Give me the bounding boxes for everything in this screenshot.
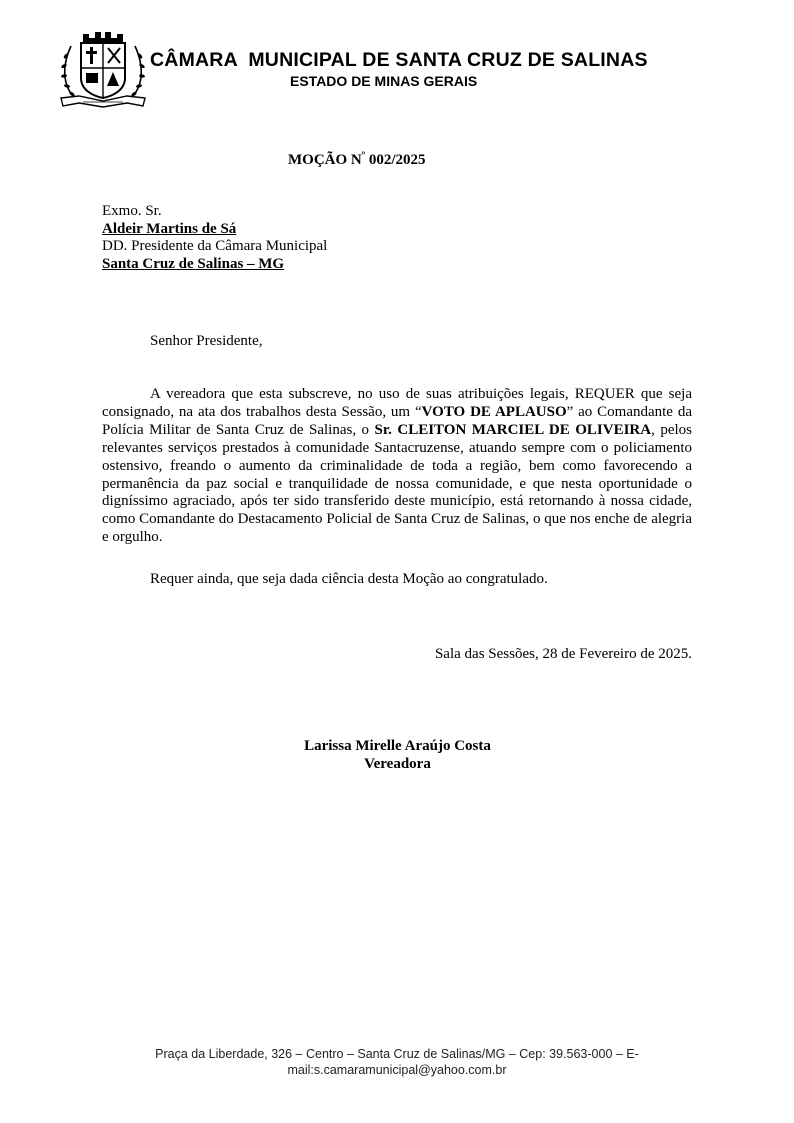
motion-title-prefix: MOÇÃO N <box>288 152 362 168</box>
footer-line-2: mail:s.camaramunicipal@yahoo.com.br <box>287 1063 507 1077</box>
state-subtitle: ESTADO DE MINAS GERAIS <box>290 73 478 89</box>
vote-of-applause: VOTO DE APLAUSO <box>421 403 567 420</box>
motion-body-paragraph <box>102 386 692 547</box>
body-text-1: A vereadora que esta subscreve, no uso de suas atribuições legais, REQUER que seja consignado, na ata dos trabalhos desta Sessão, um “ <box>102 386 692 420</box>
letter-salutation: Senhor Presidente, <box>150 333 263 349</box>
municipal-crest <box>57 30 149 108</box>
chamber-title: CÂMARA MUNICIPAL DE SANTA CRUZ DE SALINAS <box>150 49 648 71</box>
body-text-2: ” ao Comandante da Polícia Militar de Santa Cruz de Salinas, o <box>102 403 692 438</box>
footer-address <box>120 1046 674 1078</box>
motion-number: 002/2025 <box>365 152 426 168</box>
footer-line-1: Praça da Liberdade, 326 – Centro – Santa Cruz de Salinas/MG – Cep: 39.563-000 – E- <box>155 1047 639 1061</box>
motion-title <box>288 147 425 169</box>
addressee-salutation: Exmo. Sr. <box>102 203 162 219</box>
honoree-name: Sr. CLEITON MARCIEL DE OLIVEIRA <box>374 421 652 438</box>
body-text-3: , pelos relevantes serviços prestados à comunidade Santacruzense, atuando sempre com o policiamento ostensivo, freando o aumento da criminalidade de toda a região, bem como favorecendo a permanência da paz social e tranquilidade de nossa comunidade, e que nesta oportunidade o digníssimo agraciado, após ter sido transferido deste município, está retornando à nossa cidade, como Comandante do Destacamento Policial de Santa Cruz de Salinas, o que nos enche de alegria e orgulho. <box>102 421 692 546</box>
municipal-coat-of-arms-icon <box>57 30 149 108</box>
addressee-name: Aldeir Martins de Sá <box>102 220 237 237</box>
motion-title-ordinal: º <box>361 150 366 161</box>
request-paragraph: Requer ainda, que seja dada ciência desta Moção ao congratulado. <box>150 571 548 587</box>
addressee-title: DD. Presidente da Câmara Municipal <box>102 238 328 255</box>
date-line: Sala das Sessões, 28 de Fevereiro de 2025. <box>434 646 692 662</box>
addressee-block <box>102 203 702 273</box>
signer-name: Larissa Mirelle Araújo Costa <box>304 738 491 754</box>
addressee-location: Santa Cruz de Salinas – MG <box>102 255 285 272</box>
signer-role: Vereadora <box>364 756 431 772</box>
